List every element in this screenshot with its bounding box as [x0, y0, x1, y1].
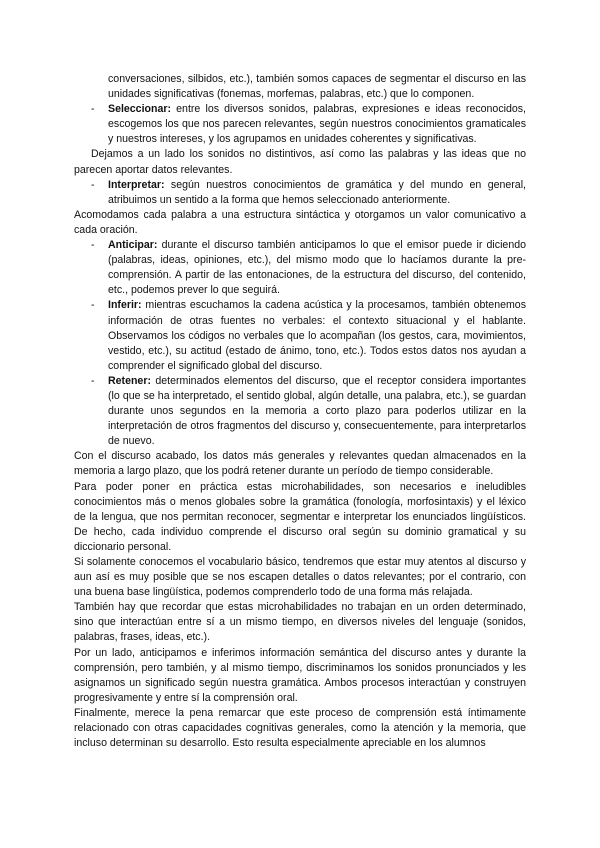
- bullet-description: mientras escuchamos la cadena acústica y la procesamos, también obtenemos información de otras fuentes no verbales: el contexto situacional y el hablante. Observamos los códigos no verbales que lo acompañan (los gestos, cara, movimientos, vestido, etc.), su actitud (estado de ánimo, tono, etc.). Todos estos datos nos ayudan a comprender el significado global del discurso.: [108, 299, 526, 372]
- bullet-anticipar: [74, 238, 526, 298]
- bullet-dash: -: [91, 374, 95, 387]
- document-body: [74, 72, 526, 751]
- bullet-term: Interpretar:: [108, 178, 165, 191]
- paragraph-discurso-acabado: Con el discurso acabado, los datos más generales y relevantes quedan almacenados en la memoria a largo plazo, que los podrá retener durante un período de tiempo considerable.: [74, 450, 526, 478]
- bullet-description: durante el discurso también anticipamos lo que el emisor puede ir diciendo (palabras, ideas, opiniones, etc.), del mismo modo que lo hacíamos durante la pre-comprensión. A partir de las entonaciones, de la estructura del discurso, del contenido, etc., podemos prever lo que seguirá.: [108, 239, 526, 297]
- bullet-dash: -: [91, 239, 95, 252]
- bullet-term: Retener:: [108, 374, 151, 387]
- bullet-text: [108, 238, 526, 298]
- bullet-text: [108, 178, 526, 208]
- bullet-inferir: [74, 298, 526, 373]
- bullet-text: [108, 102, 526, 147]
- paragraph-vocabulario: Si solamente conocemos el vocabulario básico, tendremos que estar muy atentos al discurso y aun así es muy posible que se nos escapen detalles o datos relevantes; por el contrario, con una buena base lingüística, podemos comprenderlo todo de una forma más relajada.: [74, 556, 526, 599]
- paragraph-procesos: Por un lado, anticipamos e inferimos información semántica del discurso antes y durante la comprensión, pero también, y al mismo tiempo, discriminamos los sonidos pronunciados y les asignamos un significado según nuestra gramática. Ambos procesos interactúan y construyen progresivamente y entre sí la comprensión oral.: [74, 646, 526, 704]
- bullet-term: Inferir:: [108, 299, 142, 312]
- bullet-interpretar: [74, 178, 526, 208]
- bullet-description: entre los diversos sonidos, palabras, expresiones e ideas reconocidos, escogemos los que nos parecen relevantes, según nuestros conocimientos gramaticales y nuestros intereses, y los agrupamos en unidades coherentes y significativas.: [108, 103, 526, 146]
- paragraph-continuation: conversaciones, silbidos, etc.), también somos capaces de segmentar el discurso en las unidades significativas (fonemas, morfemas, palabras, etc.) que lo componen.: [108, 73, 526, 101]
- paragraph-microhabilidades: Para poder poner en práctica estas microhabilidades, son necesarios e ineludibles conocimientos más o menos globales sobre la gramática (fonología, morfosintaxis) y el léxico de la lengua, que nos permitan reconocer, segmentar e interpretar los enunciados lingüísticos. De hecho, cada individuo comprende el discurso oral según su dominio gramatical y su diccionario personal.: [74, 480, 526, 553]
- bullet-text: [108, 298, 526, 373]
- bullet-description: según nuestros conocimientos de gramática y del mundo en general, atribuimos un sentido a la forma que hemos seleccionado anteriormente.: [108, 178, 526, 206]
- paragraph-acomodamos: Acomodamos cada palabra a una estructura sintáctica y otorgamos un valor comunicativo a cada oración.: [74, 208, 526, 236]
- bullet-term: Anticipar:: [108, 239, 158, 252]
- bullet-description: determinados elementos del discurso, que el receptor considera importantes (lo que se ha interpretado, el sentido global, algún detalle, una palabra, etc.), se guardan durante unos segundos en la memoria a corto plazo para poderlos utilizar en la interpretación de otros fragmentos del discurso y, consecuentemente, para interpretarlos de nuevo.: [108, 374, 526, 448]
- bullet-term: Seleccionar:: [108, 103, 172, 116]
- bullet-text: [108, 374, 526, 449]
- paragraph-finalmente: Finalmente, merece la pena remarcar que este proceso de comprensión está íntimamente relacionado con otras capacidades cognitivas generales, como la atención y la memoria, que incluso determinan su desarrollo. Esto resulta especialmente apreciable en los alumnos: [74, 706, 526, 750]
- bullet-dash: -: [91, 299, 95, 312]
- paragraph-orden: También hay que recordar que estas microhabilidades no trabajan en un orden determinado, sino que interactúan entre sí a un mismo tiempo, en diversos niveles del lenguaje (sonidos, palabras, frases, ideas, etc.).: [74, 601, 526, 644]
- bullet-seleccionar: [74, 102, 526, 147]
- bullet-retener: [74, 374, 526, 449]
- paragraph-dejamos: Dejamos a un lado los sonidos no distintivos, así como las palabras y las ideas que no parecen aportar datos relevantes.: [74, 148, 526, 176]
- bullet-dash: -: [91, 178, 95, 191]
- bullet-dash: -: [91, 103, 95, 116]
